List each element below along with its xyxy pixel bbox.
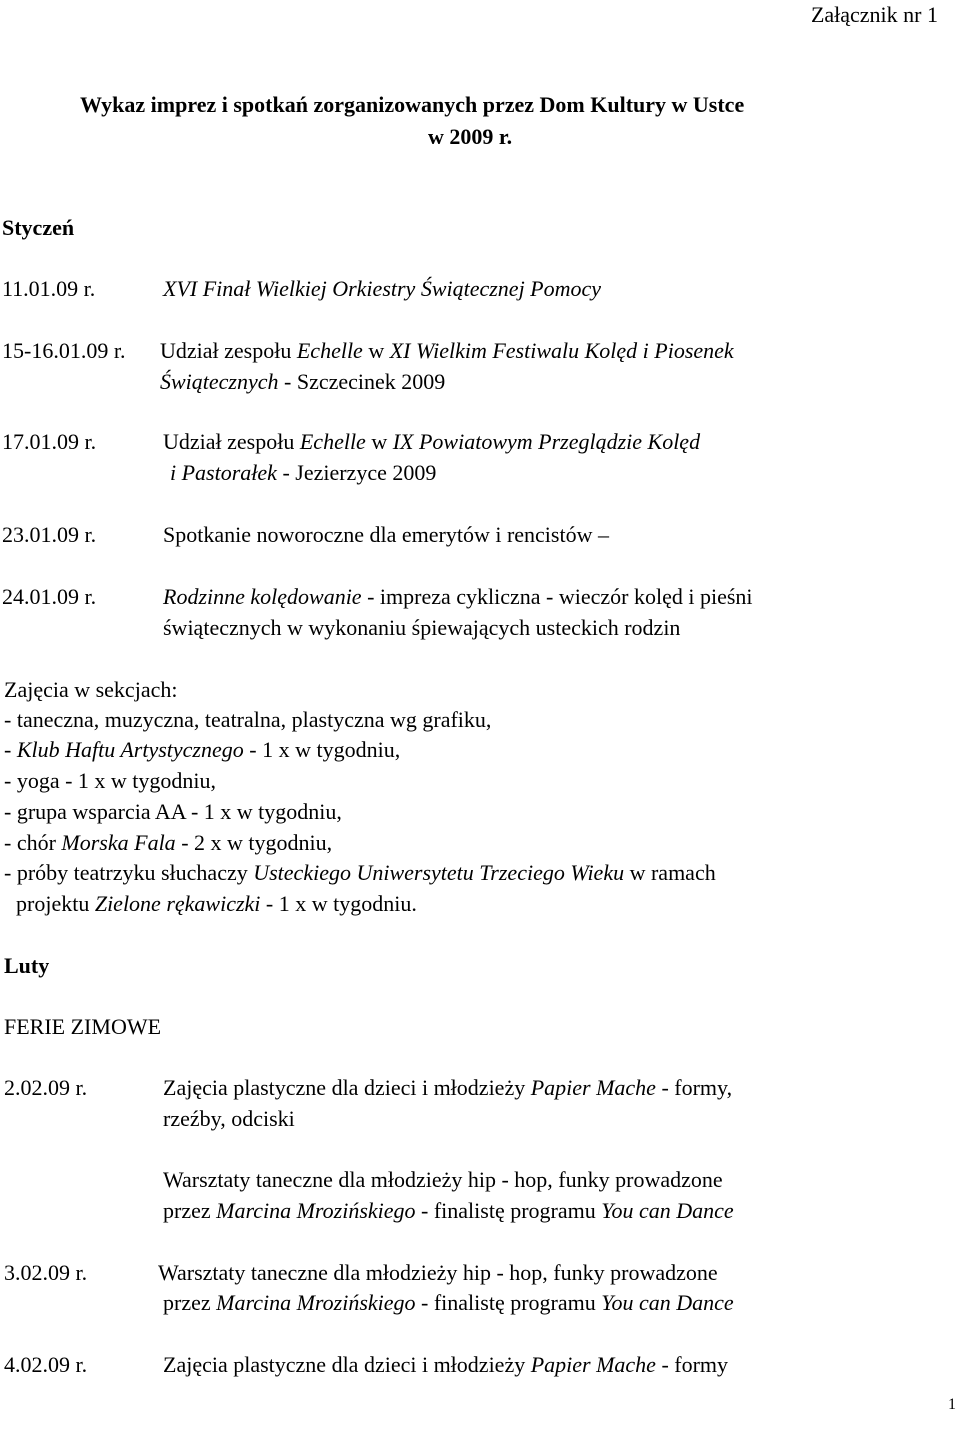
section-item: - próby teatrzyku słuchaczy Usteckiego Uniwersytetu Trzeciego Wieku w ramach — [4, 860, 716, 885]
entry-date: 2.02.09 r. — [4, 1075, 88, 1100]
entry-description-cont: przez Marcina Mrozińskiego - finalistę programu You can Dance — [163, 1198, 734, 1223]
month-heading-february: Luty — [4, 953, 50, 978]
section-item-cont: projektu Zielone rękawiczki - 1 x w tygodniu. — [16, 891, 417, 916]
entry-description: XVI Finał Wielkiej Orkiestry Świątecznej Pomocy — [163, 276, 602, 301]
entry-description: Warsztaty taneczne dla młodzieży hip - hop, funky prowadzone — [163, 1167, 723, 1192]
sections-heading: Zajęcia w sekcjach: — [4, 677, 178, 702]
entry-description: Udział zespołu Echelle w XI Wielkim Festiwalu Kolęd i Piosenek — [160, 338, 734, 363]
entry-description-cont: Świątecznych - Szczecinek 2009 — [160, 369, 446, 394]
entry-description-cont: przez Marcina Mrozińskiego - finalistę programu You can Dance — [163, 1290, 734, 1315]
month-heading-january: Styczeń — [2, 215, 75, 240]
document-title-line-2: w 2009 r. — [428, 124, 513, 149]
entry-description: Zajęcia plastyczne dla dzieci i młodzieży Papier Mache - formy — [163, 1352, 729, 1377]
entry-description: Zajęcia plastyczne dla dzieci i młodzieży Papier Mache - formy, — [163, 1075, 733, 1100]
document-title-line-1: Wykaz imprez i spotkań zorganizowanych przez Dom Kultury w Ustce — [80, 92, 745, 117]
section-item: - yoga - 1 x w tygodniu, — [4, 768, 217, 793]
entry-date: 23.01.09 r. — [2, 522, 97, 547]
entry-description: Warsztaty taneczne dla młodzieży hip - hop, funky prowadzone — [158, 1260, 718, 1285]
section-item: - taneczna, muzyczna, teatralna, plastyczna wg grafiku, — [4, 707, 492, 732]
section-item: - Klub Haftu Artystycznego - 1 x w tygodniu, — [4, 737, 401, 762]
entry-description-cont: i Pastorałek - Jezierzyce 2009 — [170, 460, 437, 485]
entry-description-cont: rzeźby, odciski — [163, 1106, 295, 1131]
entry-date: 24.01.09 r. — [2, 584, 97, 609]
section-item: - chór Morska Fala - 2 x w tygodniu, — [4, 830, 333, 855]
entry-description: Rodzinne kolędowanie - impreza cykliczna - wieczór kolęd i pieśni — [163, 584, 753, 609]
entry-date: 15-16.01.09 r. — [2, 338, 126, 363]
winter-break-heading: FERIE ZIMOWE — [4, 1014, 162, 1039]
entry-date: 17.01.09 r. — [2, 429, 97, 454]
entry-description: Udział zespołu Echelle w IX Powiatowym Przeglądzie Kolęd — [163, 429, 701, 454]
entry-date: 4.02.09 r. — [4, 1352, 88, 1377]
entry-description-cont: świątecznych w wykonaniu śpiewających usteckich rodzin — [163, 615, 681, 640]
entry-date: 3.02.09 r. — [4, 1260, 88, 1285]
entry-date: 11.01.09 r. — [2, 276, 96, 301]
entry-description: Spotkanie noworoczne dla emerytów i rencistów – — [163, 522, 609, 547]
page-number: 1 — [948, 1396, 956, 1413]
section-item: - grupa wsparcia AA - 1 x w tygodniu, — [4, 799, 342, 824]
annex-label: Załącznik nr 1 — [810, 2, 938, 27]
